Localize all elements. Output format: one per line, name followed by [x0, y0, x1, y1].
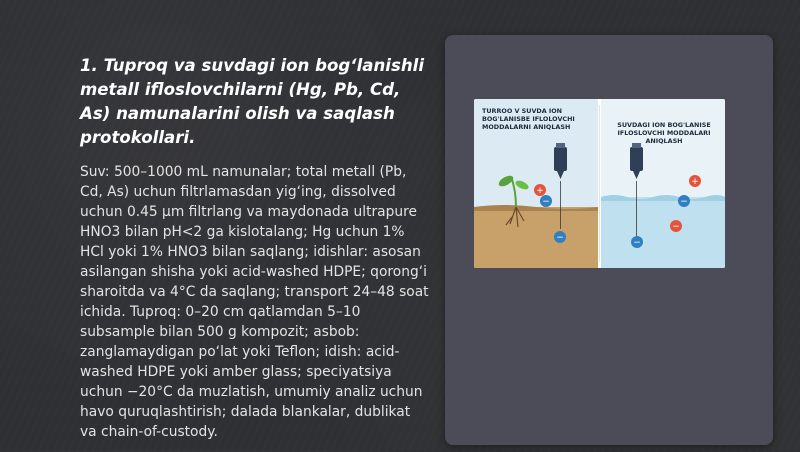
right-cation-water-icon [670, 220, 682, 232]
svg-text:+: + [691, 177, 699, 187]
svg-text:−: − [680, 197, 688, 207]
left-panel-title: TURROO V SUVDA ION BOG'LANISBE IFLOLOVCHI MODDALARNI ANIQLASH [482, 107, 575, 131]
right-panel-title: SUVDAGI ION BOG'LANISE IFLOSLOVCHI MODDALARI ANIQLASH [617, 121, 711, 145]
water-layer [601, 197, 725, 268]
slide-body: Suv: 500–1000 mL namunalar; total metall (Pb, Cd, As) uchun filtrlamasdan yig‘ing, dissolved uchun 0.45 µm filtrlang va maydonada ultrapure HNO3 bilan pH<2 ga kislotalang; Hg uchun 1% HCl yoki 1% HNO3 bilan saqlang; idishlar: asosan asilangan shisha yoki acid-washed HDPE; qorong‘i sharoitda va 4°C da saqlang; transport 24–48 soat ichida. Tuproq: 0–20 cm qatlamdan 5–10 subsample bilan 500 g kompozit; asbob: zanglamaydigan po‘lat yoki Teflon; idish: acid-washed HDPE yoki amber glass; speciyatsiya uchun −20°C da muzlatish, umumiy analiz uchun havo quruqlashtirish; dalada blankalar, dublikat va chain-of-custody. [80, 164, 429, 440]
illustration-figure [474, 99, 725, 268]
svg-text:−: − [672, 222, 680, 232]
left-anion-icon [540, 195, 552, 207]
svg-text:+: + [536, 186, 544, 196]
right-anion-water-icon [631, 236, 643, 248]
soil-layer [474, 207, 598, 268]
svg-text:−: − [542, 197, 550, 207]
left-cation-icon [534, 184, 546, 196]
svg-text:−: − [556, 233, 564, 243]
right-anion-icon [678, 195, 690, 207]
right-cation-icon [689, 175, 701, 187]
left-anion-soil-icon [554, 231, 566, 243]
text-column [80, 54, 430, 452]
slide-title: 1. Tuproq va suvdagi ion bog‘lanishli metall ifloslovchilarni (Hg, Pb, Cd, As) namunalarini olish va saqlash protokollari. [80, 56, 425, 147]
svg-text:−: − [633, 238, 641, 248]
